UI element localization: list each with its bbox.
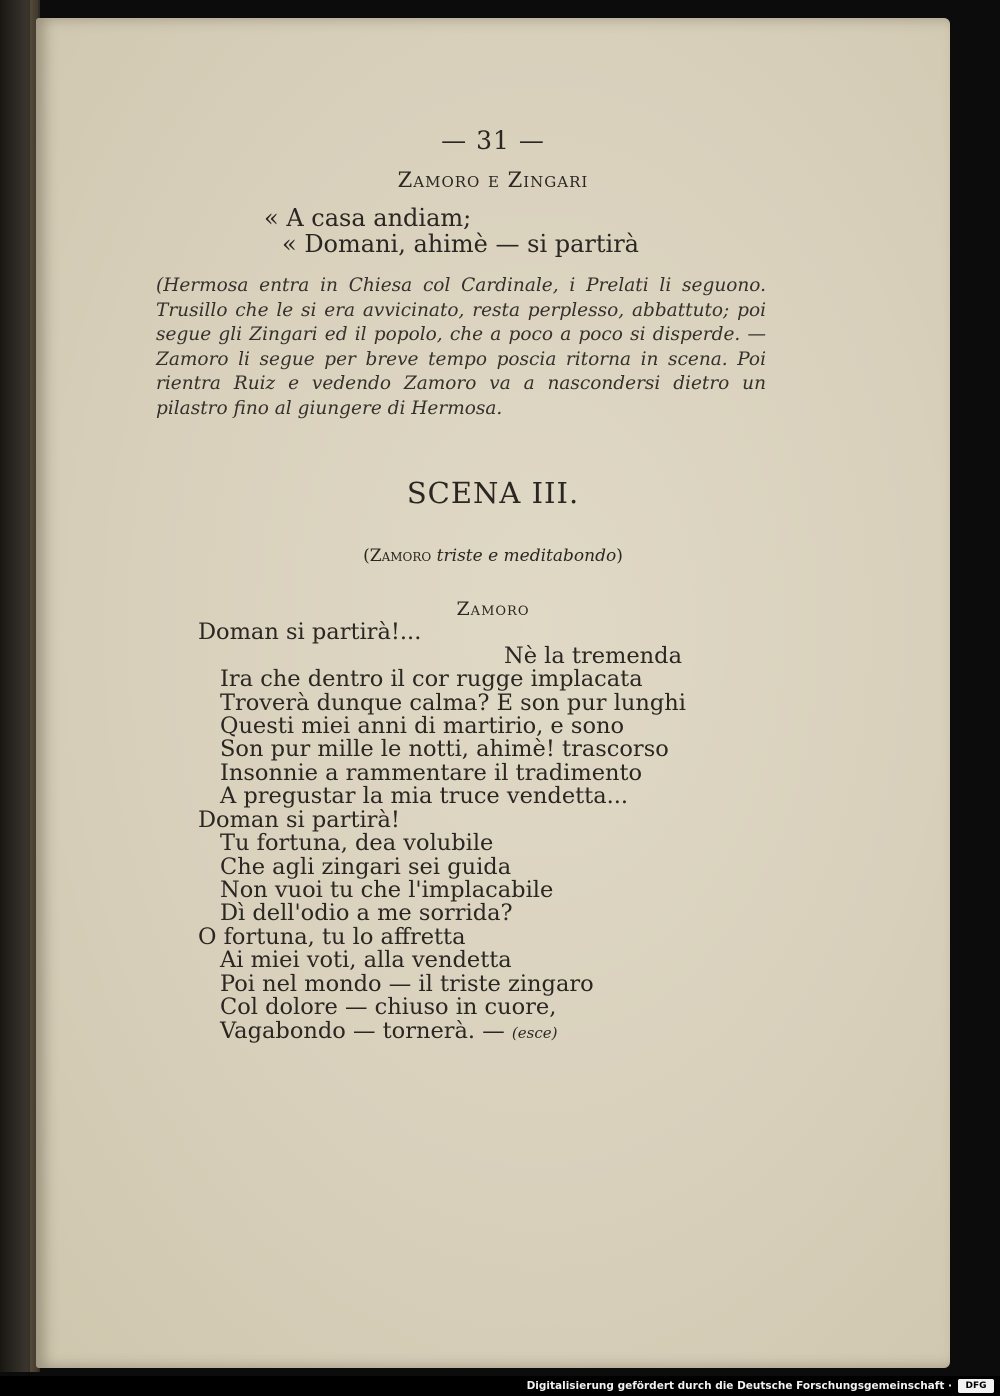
verse-line: A pregustar la mia truce vendetta... — [220, 783, 629, 809]
verse-line: Ai miei voti, alla vendetta — [220, 947, 512, 973]
scene-subtitle-italic: triste e meditabondo — [431, 546, 617, 566]
verse-line: Tu fortuna, dea volubile — [220, 830, 494, 856]
speaker-name: Zamoro — [456, 598, 530, 620]
scene-subtitle-open: ( — [363, 546, 370, 566]
stage-direction — [156, 274, 766, 422]
verse-line: O fortuna, tu lo affretta — [198, 924, 466, 950]
verse-line: Non vuoi tu che l'implacabile — [220, 877, 554, 903]
exit-direction: (esce) — [511, 1024, 558, 1042]
verse-line: Ira che dentro il cor rugge implacata — [220, 666, 643, 692]
verse-line: Che agli zingari sei guida — [220, 854, 512, 880]
verse-line: Doman si partirà! — [198, 807, 400, 833]
verse-line: Questi miei anni di martirio, e sono — [220, 713, 625, 739]
dfg-logo: DFG — [958, 1379, 994, 1393]
verse-line: Dì dell'odio a me sorrida? — [220, 900, 513, 926]
verse-line: Troverà dunque calma? E son pur lunghi — [220, 690, 686, 716]
scene-subtitle-close: ) — [616, 546, 623, 566]
verse-line: Col dolore — chiuso in cuore, — [220, 994, 557, 1020]
chorus-line-1: « A casa andiam; — [264, 204, 472, 232]
verse-line: Nè la tremenda — [504, 643, 682, 669]
book-page — [36, 18, 950, 1368]
scene-title: SCENA III. — [406, 476, 580, 510]
verse-line-last — [220, 1018, 557, 1044]
verse-line: Doman si partirà!... — [198, 619, 422, 645]
scene-heading-characters: Zamoro e Zingari — [397, 168, 589, 192]
scene-subtitle-name: Zamoro — [369, 546, 432, 566]
digitization-footer — [0, 1376, 1000, 1396]
footer-credit: Digitalisierung gefördert durch die Deutsche Forschungsgemeinschaft · — [526, 1380, 952, 1392]
verse-line: Poi nel mondo — il triste zingaro — [220, 971, 594, 997]
page-number: — 31 — — [441, 126, 545, 155]
stage-direction-text: (Hermosa entra in Chiesa col Cardinale, i Prelati li seguono. Trusillo che le si era avvicinato, resta perplesso, abbattuto; poi segue gli Zingari ed il popolo, che a poco a poco si disperde. — Zamoro li segue per breve tempo poscia ritorna in scena. Poi rientra Ruiz e vedendo Zamoro va a nascondersi dietro un pilastro fino al giungere di Hermosa. — [156, 275, 766, 419]
scene-subtitle — [36, 546, 950, 566]
verse-line: Insonnie a rammentare il tradimento — [220, 760, 643, 786]
chorus-line-2: « Domani, ahimè — si partirà — [282, 230, 639, 258]
verse-text: Vagabondo — tornerà. — — [220, 1018, 505, 1044]
verse-line: Son pur mille le notti, ahimè! trascorso — [220, 736, 669, 762]
